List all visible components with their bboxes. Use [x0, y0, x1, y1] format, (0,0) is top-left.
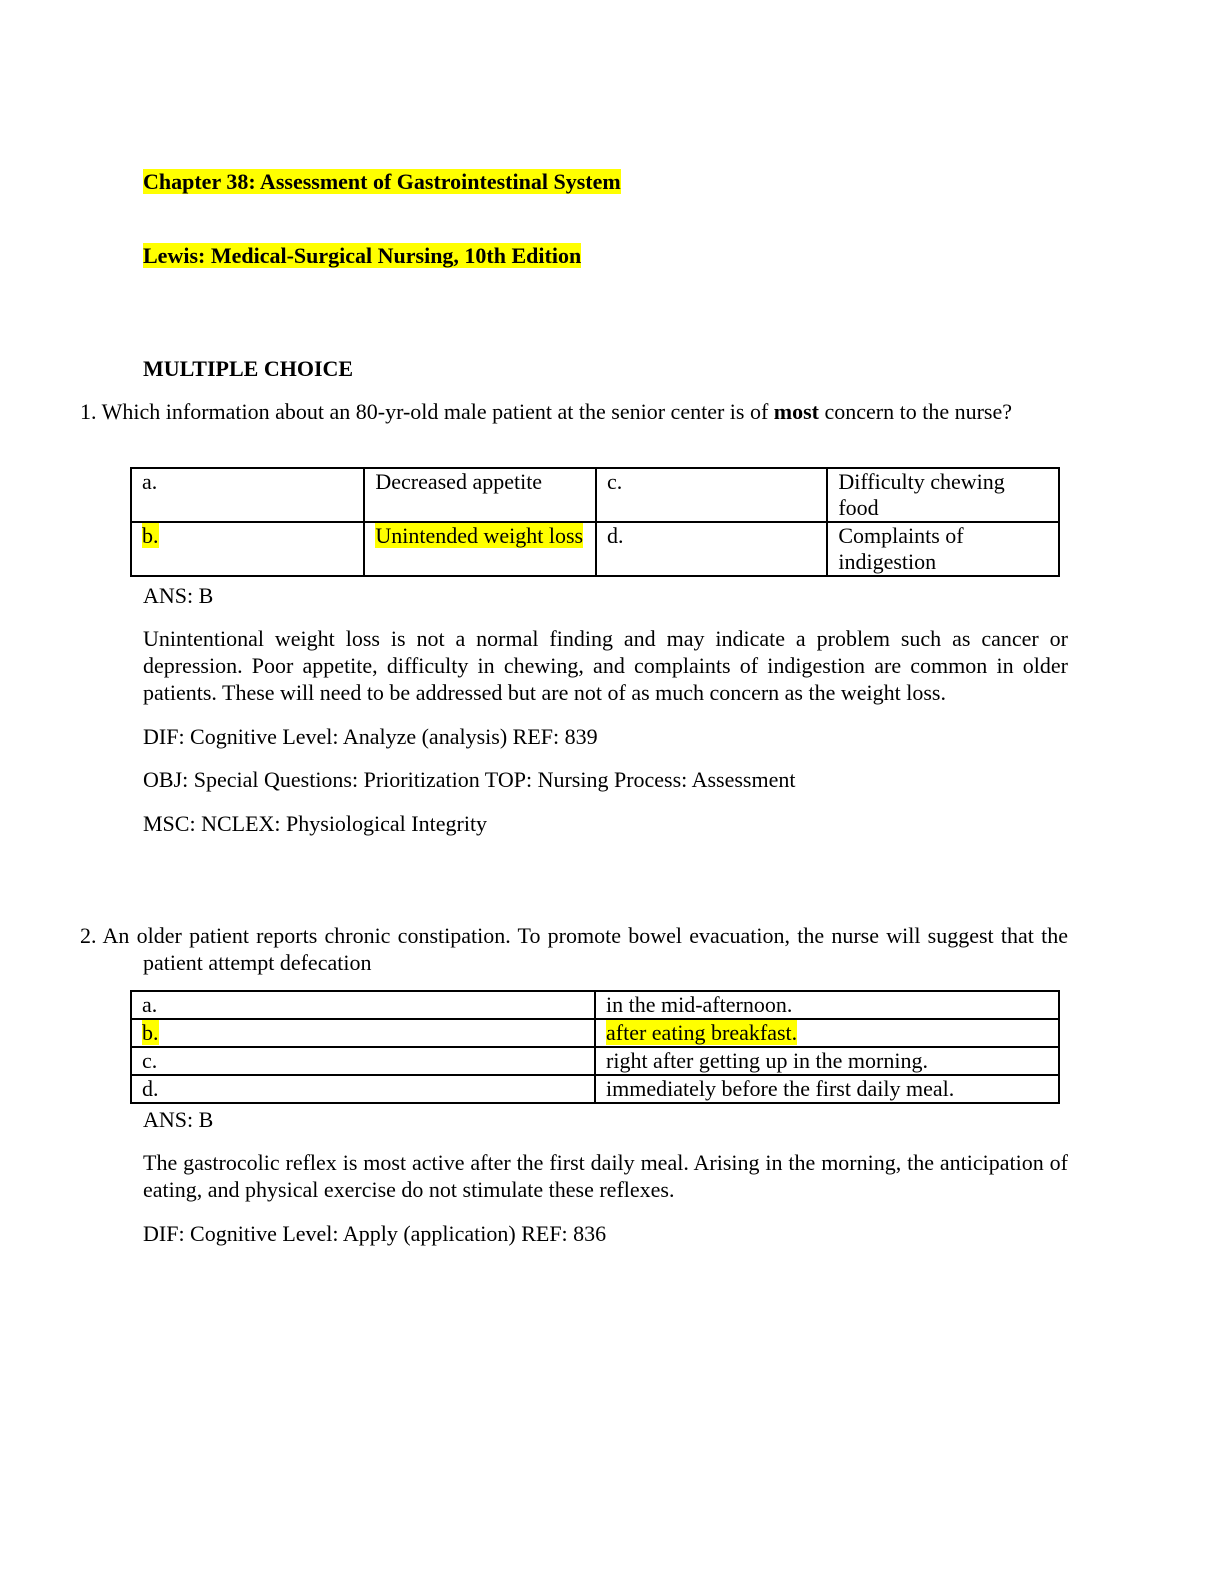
q2-rationale: The gastrocolic reflex is most active after the first daily meal. Arising in the morning, the anticipation of eating, and physical exercise do not stimulate these reflexes.: [143, 1150, 1068, 1202]
option-text: Unintended weight loss: [364, 522, 596, 576]
section-heading: MULTIPLE CHOICE: [143, 356, 354, 381]
table-row: [131, 1047, 1059, 1075]
question-text-start: Which information about an 80-yr-old male patient at the senior center is of: [101, 399, 769, 424]
option-text: Difficulty chewing food: [827, 468, 1059, 522]
q2-options-table: [130, 990, 1060, 1104]
q2-answer: ANS: B: [143, 1107, 214, 1132]
question-2: [80, 922, 1068, 976]
table-row: [131, 522, 1059, 576]
table-row: [131, 1075, 1059, 1103]
chapter-title: [143, 168, 621, 195]
question-text: An older patient reports chronic constipation. To promote bowel evacuation, the nurse will suggest that the patient attempt defecation: [102, 923, 1068, 975]
table-row: [131, 1019, 1059, 1047]
question-number: 2.: [80, 923, 97, 948]
chapter-title-text: Chapter 38: Assessment of Gastrointestinal System: [143, 169, 621, 194]
option-text: Decreased appetite: [364, 468, 596, 522]
q1-rationale: Unintentional weight loss is not a normal finding and may indicate a problem such as cancer or depression. Poor appetite, difficulty in chewing, and complaints of indigestion are common in older patients. These will need to be addressed but are not of as much concern as the weight loss.: [143, 626, 1068, 705]
question-emphasis: most: [773, 399, 819, 424]
q1-msc: MSC: NCLEX: Physiological Integrity: [143, 811, 488, 836]
option-letter: d.: [596, 522, 827, 576]
option-letter: c.: [131, 1047, 595, 1075]
option-text: immediately before the first daily meal.: [595, 1075, 1059, 1103]
book-title: [143, 242, 581, 269]
option-letter: b.: [131, 1019, 595, 1047]
q1-answer: ANS: B: [143, 583, 214, 608]
q1-options-table: [130, 467, 1060, 577]
option-text: in the mid-afternoon.: [595, 991, 1059, 1019]
option-letter: d.: [131, 1075, 595, 1103]
option-letter: a.: [131, 468, 364, 522]
question-1: [80, 398, 1068, 425]
option-letter: b.: [131, 522, 364, 576]
table-row: [131, 991, 1059, 1019]
question-number: 1.: [80, 399, 97, 424]
option-text: right after getting up in the morning.: [595, 1047, 1059, 1075]
q2-dif: DIF: Cognitive Level: Apply (application) REF: 836: [143, 1221, 607, 1246]
q1-dif: DIF: Cognitive Level: Analyze (analysis) REF: 839: [143, 724, 598, 749]
book-title-text: Lewis: Medical-Surgical Nursing, 10th Edition: [143, 243, 582, 268]
question-text-end: concern to the nurse?: [824, 399, 1013, 424]
q1-obj: OBJ: Special Questions: Prioritization TOP: Nursing Process: Assessment: [143, 767, 796, 792]
option-text: Complaints of indigestion: [827, 522, 1059, 576]
table-row: [131, 468, 1059, 522]
option-text: after eating breakfast.: [595, 1019, 1059, 1047]
option-letter: a.: [131, 991, 595, 1019]
option-letter: c.: [596, 468, 827, 522]
